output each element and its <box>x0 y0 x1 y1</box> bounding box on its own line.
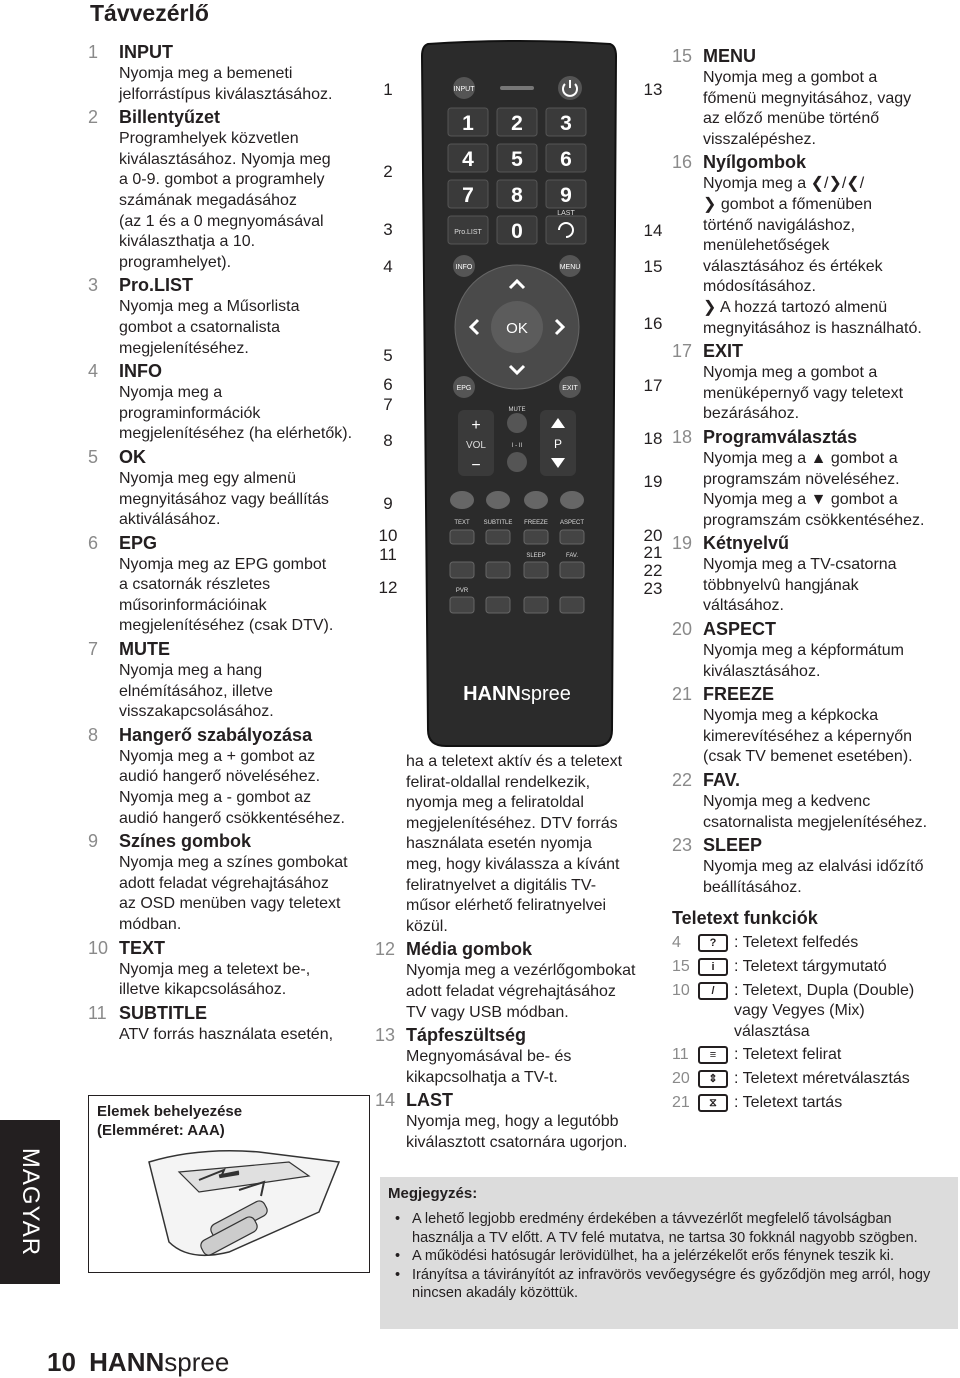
item-description-line: kiválasztásához. Nyomja meg <box>119 150 331 168</box>
item-title: EPG <box>119 532 158 553</box>
dual-label: I - II <box>511 443 523 449</box>
item-title: Hangerő szabályozása <box>119 724 313 745</box>
subtitle-label: SUBTITLE <box>483 520 513 526</box>
item-number: 19 <box>672 533 693 554</box>
item-heading <box>88 723 378 747</box>
callout-number: 23 <box>643 579 663 598</box>
item-heading <box>672 44 960 68</box>
item-14 <box>375 1088 665 1153</box>
item-number: 6 <box>88 532 99 553</box>
item-description-line: történő navigáláshoz, <box>703 216 856 234</box>
item-heading <box>672 768 960 792</box>
item-19 <box>672 531 960 617</box>
teletext-key-number: 15 <box>672 958 690 975</box>
item-17 <box>672 339 960 425</box>
item-13 <box>375 1023 665 1088</box>
item-4 <box>88 359 378 445</box>
item-description-line: Nyomja meg a képkocka <box>703 707 879 725</box>
item-description-line: kiválasztott csatornára ugorjon. <box>406 1133 628 1151</box>
dual-button <box>507 452 527 472</box>
media-button <box>450 562 474 578</box>
item-description-line: Megnyomásával be- és <box>406 1048 572 1066</box>
callout-number: 9 <box>383 494 393 513</box>
item-heading <box>88 531 378 555</box>
item-description-line: programszám csökkentéséhez. <box>703 511 925 529</box>
item-22 <box>672 768 960 833</box>
subtitle-continuation-line: nyomja meg a feliratoldal <box>406 794 584 812</box>
item-description-line: a 0-9. gombot a programhely <box>119 171 325 189</box>
item-number: 4 <box>88 361 99 382</box>
item-heading <box>88 273 378 297</box>
item-description-line: Nyomja meg a ▲ gombot a <box>703 449 898 467</box>
teletext-key-number: 4 <box>672 934 681 952</box>
epg-label: EPG <box>456 385 472 392</box>
item-title: Média gombok <box>406 939 533 960</box>
item-12 <box>375 937 665 1023</box>
middle-column <box>375 752 665 1154</box>
item-description-line: főmenü megnyitásához, vagy <box>703 89 912 107</box>
item-heading <box>375 1023 665 1047</box>
item-number: 11 <box>88 1002 107 1023</box>
digit-label: 2 <box>511 112 523 135</box>
remote-brand-logo <box>463 683 571 705</box>
teletext-key-icon: ⇕ <box>698 1070 728 1088</box>
item-number: 3 <box>88 275 99 296</box>
digit-label: 5 <box>511 148 523 171</box>
note-item: • A lehető legjobb eredmény érdekében a távvezérlőt megfelelő távolságban használja a TV előtt. A TV felé mutatva, ne tartsa 30 fokknál nagyobb szögben. <box>388 1210 950 1247</box>
item-title: Programválasztás <box>703 426 858 447</box>
item-description-line: TV vagy USB módban. <box>406 1003 569 1021</box>
media-button <box>450 597 474 613</box>
item-description-line: az OSD menüben vagy teletext <box>119 895 341 913</box>
item-description-line: Nyomja meg a gombot a <box>703 364 878 382</box>
item-description-line: jelforrástípus kiválasztásához. <box>119 85 333 103</box>
item-description-line: adott feladat végrehajtásához <box>119 874 329 892</box>
item-title: MENU <box>703 46 756 66</box>
item-description-line: Nyomja meg a vezérlőgombokat <box>406 962 636 980</box>
note-title: Megjegyzés: <box>388 1185 478 1202</box>
program-label: P <box>553 437 563 451</box>
color-button <box>524 491 548 509</box>
fav-label: FAV. <box>565 553 579 559</box>
footer <box>47 1347 229 1378</box>
item-description-line: beállításához. <box>703 878 802 896</box>
media-button <box>560 597 584 613</box>
item-title: EXIT <box>703 341 744 362</box>
sleep-label: SLEEP <box>526 553 546 559</box>
item-number: 1 <box>88 42 99 62</box>
item-description-line: Nyomja meg a bemeneti <box>119 65 293 82</box>
item-description-line: programhelyet). <box>119 253 232 271</box>
item-description-line: (csak TV bemenet esetében). <box>703 748 913 766</box>
item-title: MUTE <box>119 639 170 660</box>
item-heading <box>375 1088 665 1112</box>
subtitle-continuation-line: használata esetén nyomja <box>406 835 592 853</box>
teletext-button <box>450 530 474 544</box>
prolist-label: Pro.LIST <box>454 229 482 236</box>
item-description-line: Nyomja meg a ▼ gombot a <box>703 491 898 509</box>
digit-label: 8 <box>511 184 523 207</box>
item-description-line: Nyomja meg a kedvenc <box>703 793 871 811</box>
digit-label: 9 <box>560 184 572 207</box>
item-title: Billentyűzet <box>119 107 221 128</box>
menu-label: MENU <box>559 264 581 271</box>
callout-number: 4 <box>383 257 393 276</box>
callout-number: 18 <box>643 429 663 448</box>
note-item: • A működési hatósugár lerövidülhet, ha a jelérzékelőt erős fénynek teszik ki. <box>388 1247 950 1266</box>
teletext-key-icon: ⧖ <box>698 1094 728 1112</box>
note-item: • Irányítsa a távirányítót az infravörös vevőegységre és győződjön meg arról, hogy nincsen akadály közöttük. <box>388 1266 950 1303</box>
item-title: Tápfeszültség <box>406 1025 527 1046</box>
item-heading <box>672 617 960 641</box>
battery-illustration <box>89 1132 369 1272</box>
teletext-key-icon: ? <box>698 934 728 952</box>
item-description-line: kiválaszthatja a 10. <box>119 233 256 251</box>
item-description-line: számának megadásához <box>119 191 297 209</box>
remote-illustration <box>370 40 670 750</box>
item-number: 15 <box>672 46 693 66</box>
callout-number: 6 <box>383 375 393 394</box>
item-description-line: Nyomja meg egy almenü <box>119 469 296 487</box>
teletext-description: : Teletext, Dupla (Double) <box>734 981 915 999</box>
subtitle-continuation-line: megjelenítéséhez. DTV forrás <box>406 814 618 832</box>
callout-number: 19 <box>643 472 663 491</box>
item-16 <box>672 150 960 339</box>
item-title: TEXT <box>119 937 166 958</box>
item-heading <box>88 829 378 853</box>
item-description-line: módosításához. <box>703 278 816 296</box>
teletext-key-number: 10 <box>672 981 690 999</box>
item-description-line: ❯ gombot a főmenüben <box>703 195 873 213</box>
item-number: 8 <box>88 724 99 745</box>
teletext-key-number: 21 <box>672 1093 690 1111</box>
media-button <box>560 562 584 578</box>
ok-label: OK <box>506 320 528 337</box>
item-description-line: módban. <box>119 916 182 933</box>
item-description-line: aktiválásához. <box>119 511 221 529</box>
item-description-line: Nyomja meg a + gombot az <box>119 747 316 765</box>
battery-box <box>88 1095 370 1273</box>
teletext-description: : Teletext méretválasztás <box>734 1069 910 1087</box>
item-number: 18 <box>672 426 693 447</box>
teletext-row <box>672 933 960 954</box>
item-description-line: kikapcsolhatja a TV-t. <box>406 1068 558 1086</box>
callout-number: 3 <box>383 220 393 239</box>
item-description-line: visszalépéshez. <box>703 130 816 148</box>
item-11 <box>88 1001 378 1046</box>
input-label: INPUT <box>453 86 475 93</box>
item-description-line: Nyomja meg az elalvási időzítő <box>703 858 924 876</box>
item-title: INFO <box>119 361 162 382</box>
item-description-line: bezárásához. <box>703 405 800 423</box>
item-description-line: Nyomja meg a <box>119 384 223 402</box>
page-title: Távvezérlő <box>90 0 209 26</box>
item-heading <box>672 682 960 706</box>
item-1 <box>88 40 378 105</box>
callout-number: 20 <box>643 526 663 545</box>
item-heading <box>672 150 960 174</box>
item-description-line: ATV forrás használata esetén, <box>119 1025 334 1043</box>
item-number: 10 <box>88 937 109 958</box>
teletext-key-icon: ≡ <box>698 1046 728 1064</box>
item-description-line: az előző menübe történő <box>703 110 880 128</box>
item-heading <box>88 936 378 960</box>
item-description-line: ❯ A hozzá tartozó almenü <box>703 298 888 316</box>
brand-logo: HANNspree <box>89 1347 230 1377</box>
teletext-key-icon: / <box>698 982 728 1000</box>
item-description-line: programszám növeléséhez. <box>703 470 900 488</box>
right-column <box>672 44 960 1113</box>
callout-number: 21 <box>643 543 663 562</box>
subtitle-continuation-line: meg, hogy kiválassza a kívánt <box>406 855 620 873</box>
pvr-label: PVR <box>455 588 469 594</box>
callout-number: 13 <box>643 80 663 99</box>
item-18 <box>672 425 960 531</box>
remote-brand-bold: HANN <box>463 683 521 705</box>
subtitle-continuation-line: feliratnyelvet a digitális TV- <box>406 876 597 894</box>
media-button <box>524 597 548 613</box>
item-description-line: programinformációk <box>119 404 261 422</box>
teletext-description: választása <box>734 1022 810 1040</box>
digit-label: 4 <box>462 148 474 171</box>
media-button <box>524 562 548 578</box>
item-description-line: a csatornák részletes <box>119 576 271 594</box>
digit-label: 7 <box>462 184 474 207</box>
item-title: LAST <box>406 1090 453 1111</box>
item-title: Színes gombok <box>119 831 252 852</box>
item-5 <box>88 445 378 531</box>
item-9 <box>88 829 378 935</box>
item-heading <box>88 637 378 661</box>
item-title: FAV. <box>703 770 741 791</box>
media-button <box>486 562 510 578</box>
teletext-description: : Teletext tárgymutató <box>734 958 887 975</box>
item-number: 7 <box>88 639 99 660</box>
ir-window <box>500 86 534 90</box>
callout-number: 17 <box>643 376 663 395</box>
color-button <box>450 491 474 509</box>
item-number: 22 <box>672 770 693 791</box>
item-description-line: adott feladat végrehajtásához <box>406 982 616 1000</box>
item-8 <box>88 723 378 829</box>
digit-label: 3 <box>560 112 572 135</box>
callout-number: 16 <box>643 314 663 333</box>
teletext-button <box>486 530 510 544</box>
item-description-line: Nyomja meg a teletext be-, <box>119 960 311 978</box>
last-button <box>546 216 586 244</box>
freeze-label: FREEZE <box>524 520 548 526</box>
item-2 <box>88 105 378 273</box>
volume-label: VOL <box>465 440 487 451</box>
item-title: Kétnyelvű <box>703 533 790 554</box>
item-description-line: kimerevítéséhez a képernyőn <box>703 727 912 745</box>
item-description-line: megjelenítéséhez (ha elérhetők). <box>119 425 353 443</box>
item-description-line: Nyomja meg a ❮/❯/❮/ <box>703 175 865 193</box>
teletext-description: : Teletext felfedés <box>734 934 859 952</box>
callout-number: 1 <box>383 80 393 99</box>
teletext-row <box>672 1093 960 1114</box>
item-20 <box>672 617 960 682</box>
teletext-row <box>672 957 960 978</box>
item-description-line: megnyitásához vagy beállítás <box>119 490 329 508</box>
item-heading <box>672 425 960 449</box>
item-description-line: illetve kikapcsolásához. <box>119 981 287 999</box>
subtitle-continuation-line: ha a teletext aktív és a teletext <box>406 753 623 770</box>
subtitle-continuation-line: felirat-oldallal rendelkezik, <box>406 773 591 791</box>
mute-button <box>507 413 527 433</box>
teletext-key-number: 20 <box>672 1069 690 1087</box>
teletext-key-icon: i <box>698 958 728 976</box>
item-15 <box>672 44 960 150</box>
item-10 <box>88 936 378 1001</box>
media-button <box>486 597 510 613</box>
callout-number: 22 <box>643 561 663 580</box>
item-description-line: Nyomja meg a - gombot az <box>119 789 312 807</box>
item-description-line: elnémításához, illetve <box>119 682 273 700</box>
item-description-line: audió hangerő növeléséhez. <box>119 768 321 786</box>
teletext-key-number: 11 <box>672 1046 689 1064</box>
item-description-line: kiválasztásához. <box>703 662 821 680</box>
teletext-description: : Teletext felirat <box>734 1046 842 1064</box>
item-number: 21 <box>672 684 693 705</box>
remote-brand-light: spree <box>520 683 571 705</box>
callout-number: 15 <box>643 257 663 276</box>
callout-number: 5 <box>383 346 393 365</box>
item-description-line: megnyitásához is használható. <box>703 319 922 337</box>
subtitle-continuation-line: közül. <box>406 917 448 935</box>
aspect-label: ASPECT <box>559 520 585 526</box>
teletext-button <box>524 530 548 544</box>
item-description-line: csatornalista megjelenítéséhez. <box>703 813 928 831</box>
item-title: INPUT <box>119 42 173 62</box>
teletext-row <box>672 981 960 1043</box>
callout-number: 2 <box>383 162 393 181</box>
teletext-button <box>560 530 584 544</box>
item-description-line: váltásához. <box>703 597 784 615</box>
page-number: 10 <box>47 1347 76 1377</box>
subtitle-continuation-line: műsor elérhető feliratnyelvei <box>406 897 607 915</box>
callout-number: 11 <box>379 545 397 564</box>
item-number: 9 <box>88 831 99 852</box>
item-title: Pro.LIST <box>119 275 194 296</box>
item-description-line: gombot a csatornalista <box>119 318 280 336</box>
item-6 <box>88 531 378 637</box>
item-heading <box>88 445 378 469</box>
teletext-row <box>672 1045 960 1066</box>
item-heading <box>672 833 960 857</box>
item-description-line: Nyomja meg a színes gombokat <box>119 854 348 872</box>
callout-number: 14 <box>643 221 663 240</box>
color-button <box>560 491 584 509</box>
callout-number: 7 <box>383 395 393 414</box>
item-description-line: Nyomja meg a hang <box>119 662 263 680</box>
item-title: ASPECT <box>703 619 777 640</box>
volume-plus-icon: + <box>471 417 481 434</box>
callout-number: 10 <box>378 526 398 545</box>
digit-label: 0 <box>511 220 523 243</box>
item-heading <box>88 1001 378 1025</box>
item-description-line: választásához és értékek <box>703 257 883 275</box>
item-description-line: audió hangerő csökkentéséhez. <box>119 809 345 827</box>
battery-title: Elemek behelyezése (Elemméret: AAA) <box>97 1103 243 1139</box>
item-heading <box>88 359 378 383</box>
item-description-line: Nyomja meg a TV-csatorna <box>703 556 897 574</box>
item-number: 16 <box>672 152 693 173</box>
item-title: SLEEP <box>703 835 763 856</box>
item-description-line: Nyomja meg a Műsorlista <box>119 298 300 316</box>
item-heading <box>88 105 378 129</box>
item-heading <box>672 339 960 363</box>
info-label: INFO <box>455 264 473 271</box>
item-heading <box>375 937 665 961</box>
exit-label: EXIT <box>562 385 578 392</box>
teletext-heading: Teletext funkciók <box>672 908 818 929</box>
item-number: 12 <box>375 939 396 960</box>
left-column <box>88 40 378 1045</box>
item-7 <box>88 637 378 723</box>
item-description-line: Nyomja meg az EPG gombot <box>119 555 327 573</box>
text-label: TEXT <box>454 520 470 526</box>
item-number: 14 <box>375 1090 396 1111</box>
item-title: Nyílgombok <box>703 152 807 173</box>
item-description-line: megjelenítéséhez (csak DTV). <box>119 617 334 635</box>
item-description-line: (az 1 és a 0 megnyomásával <box>119 212 324 230</box>
item-description-line: műsorinformációinak <box>119 596 267 614</box>
digit-label: 6 <box>560 148 572 171</box>
item-3 <box>88 273 378 359</box>
item-description-line: Programhelyek közvetlen <box>119 130 299 148</box>
item-23 <box>672 833 960 898</box>
teletext-description: : Teletext tartás <box>734 1093 843 1111</box>
item-heading <box>672 531 960 555</box>
mute-label: MUTE <box>508 407 526 413</box>
item-description-line: menüképernyő vagy teletext <box>703 384 904 402</box>
item-21 <box>672 682 960 768</box>
item-number: 5 <box>88 446 99 467</box>
teletext-description: vagy Vegyes (Mix) <box>734 1002 865 1020</box>
item-number: 23 <box>672 835 693 856</box>
callout-number: 12 <box>378 578 398 597</box>
language-tab: MAGYAR <box>0 1120 60 1284</box>
item-description-line: Nyomja meg, hogy a legutóbb <box>406 1113 619 1131</box>
item-description-line: Nyomja meg a képformátum <box>703 642 904 660</box>
item-description-line: menülehetőségek <box>703 237 830 255</box>
item-description-line: megjelenítéséhez. <box>119 339 249 357</box>
note-box <box>380 1177 958 1329</box>
color-button <box>486 491 510 509</box>
item-number: 17 <box>672 341 693 362</box>
volume-minus-icon: − <box>471 457 481 474</box>
teletext-row <box>672 1069 960 1090</box>
item-description-line: Nyomja meg a gombot a <box>703 69 878 86</box>
last-label: LAST <box>557 210 575 217</box>
item-description-line: visszakapcsolásához. <box>119 703 274 721</box>
item-heading <box>88 40 378 64</box>
item-title: SUBTITLE <box>119 1002 207 1023</box>
item-title: OK <box>119 446 146 467</box>
item-number: 13 <box>375 1025 396 1046</box>
item-number: 2 <box>88 107 99 128</box>
digit-label: 1 <box>462 112 474 135</box>
item-number: 20 <box>672 619 693 640</box>
callout-number: 8 <box>383 431 393 450</box>
item-description-line: többnyelvû hangjának <box>703 576 859 594</box>
item-title: FREEZE <box>703 684 775 705</box>
